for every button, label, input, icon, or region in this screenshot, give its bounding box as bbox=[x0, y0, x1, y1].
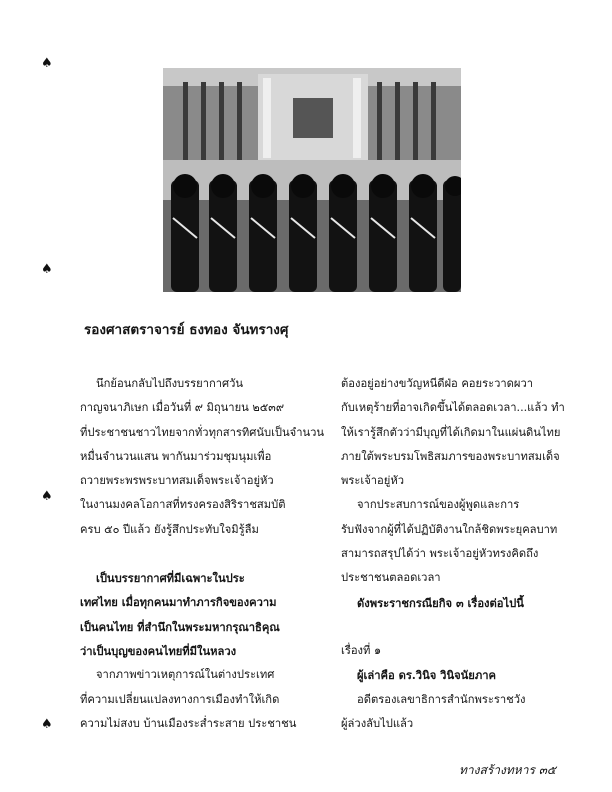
punch-hole-icon: ♠ bbox=[41, 56, 53, 71]
text-line: ให้เรารู้สึกตัวว่ามีบุญที่ได้เกิดมาในแผ่นดินไทย bbox=[341, 425, 561, 439]
punch-hole-icon: ♠ bbox=[41, 489, 53, 504]
text-line: ที่ประชาชนชาวไทยจากทั่วทุกสารทิศนับเป็นจำนวน bbox=[80, 425, 325, 439]
text-line: เทศไทย เมื่อทุกคนมาทำภารกิจของความ bbox=[80, 595, 277, 610]
text-line: ว่าเป็นบุญของคนไทยที่มีในหลวง bbox=[80, 643, 237, 658]
text-line: ประชาชนตลอดเวลา bbox=[341, 571, 441, 585]
text-line: ดังพระราชกรณียกิจ ๓ เรื่องต่อไปนี้ bbox=[357, 595, 524, 610]
text-line: จากภาพข่าวเหตุการณ์ในต่างประเทศ bbox=[96, 668, 275, 682]
text-line: ความไม่สงบ บ้านเมืองระส่ำระสาย ประชาชน bbox=[80, 716, 297, 730]
text-line: รับฟังจากผู้ที่ได้ปฏิบัติงานใกล้ชิดพระยุคลบาท bbox=[341, 522, 558, 536]
ceremony-photo bbox=[163, 68, 461, 292]
punch-hole-icon: ♠ bbox=[41, 262, 53, 277]
paragraph-gap bbox=[80, 542, 338, 566]
text-line: กับเหตุร้ายที่อาจเกิดขึ้นได้ตลอดเวลา...แล้ว ทำ bbox=[341, 401, 565, 415]
text-line: ผู้ล่วงลับไปแล้ว bbox=[341, 716, 414, 730]
paragraph-gap bbox=[341, 615, 546, 639]
left-column bbox=[80, 372, 338, 736]
text-line: นึกย้อนกลับไปถึงบรรยากาศวัน bbox=[96, 377, 244, 390]
author-name: รองศาสตราจารย์ ธงทอง จันทรางศุ bbox=[84, 322, 289, 338]
text-line: สามารถสรุปได้ว่า พระเจ้าอยู่หัวทรงคิดถึง bbox=[341, 547, 539, 561]
page-footer: ทางสร้างทหาร ๓๕ bbox=[459, 763, 556, 777]
text-line: ถวายพระพรพระบาทสมเด็จพระเจ้าอยู่หัว bbox=[80, 474, 274, 488]
text-line: ต้องอยู่อย่างขวัญหนีดีฝ่อ คอยระวาดผวา bbox=[341, 377, 534, 390]
text-line: ที่ความเปลี่ยนแปลงทางการเมืองทำให้เกิด bbox=[80, 692, 280, 706]
text-line: ครบ ๕๐ ปีแล้ว ยังรู้สึกประทับใจมิรู้ลืม bbox=[80, 522, 259, 536]
text-line: เป็นคนไทย ที่สำนึกในพระมหากรุณาธิคุณ bbox=[80, 619, 280, 634]
text-line: เป็นบรรยากาศที่มีเฉพาะในประ bbox=[96, 571, 245, 586]
text-line: จากประสบการณ์ของผู้พูดและการ bbox=[357, 498, 520, 512]
text-line: พระเจ้าอยู่หัว bbox=[341, 474, 404, 488]
text-line: ในงานมงคลโอกาสที่ทรงครองสิริราชสมบัติ bbox=[80, 498, 286, 512]
text-line: หมื่นจำนวนแสน พากันมาร่วมชุมนุมเพื่อ bbox=[80, 449, 272, 463]
text-line: กาญจนาภิเษก เมื่อวันที่ ๙ มิถุนายน ๒๕๓๙ bbox=[80, 401, 285, 415]
punch-hole-icon: ♠ bbox=[41, 717, 53, 732]
text-line: ผู้เล่าคือ ดร.วินิจ วินิจนัยภาค bbox=[357, 668, 496, 683]
text-line: อดีตรองเลขาธิการสำนักพระราชวัง bbox=[357, 692, 526, 706]
text-line: ภายใต้พระบรมโพธิสมภารของพระบาทสมเด็จ bbox=[341, 449, 560, 463]
text-line: เรื่องที่ ๑ bbox=[341, 643, 382, 657]
right-column bbox=[341, 372, 565, 736]
